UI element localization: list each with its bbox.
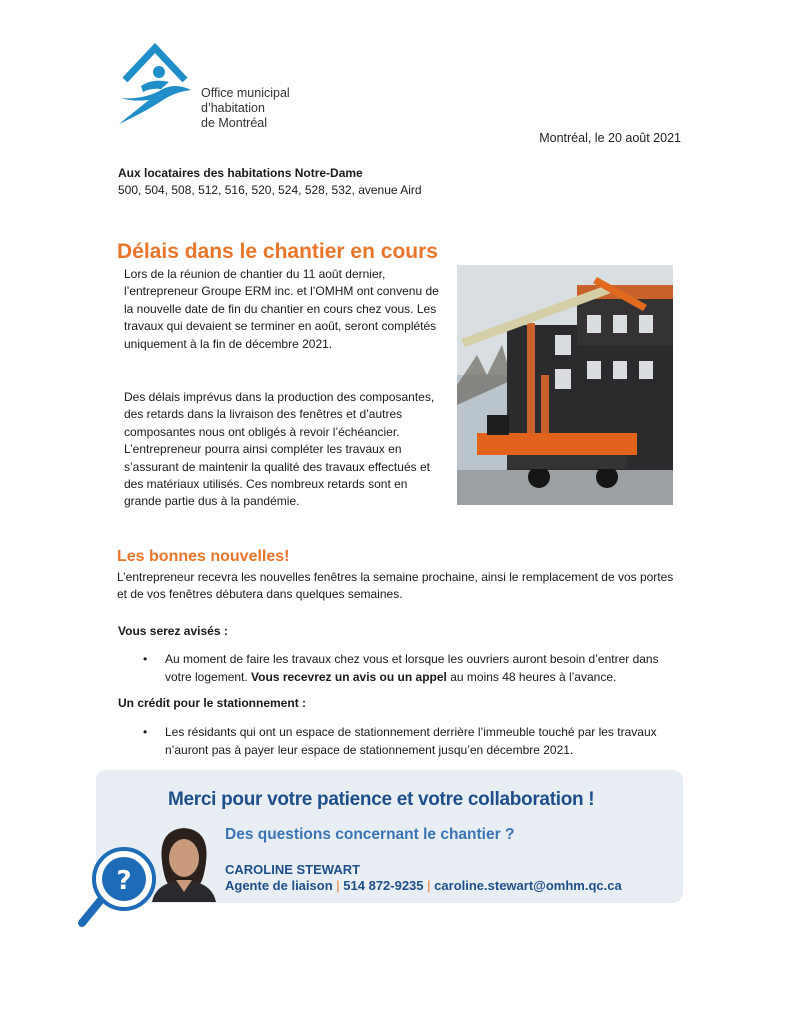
contact-avatar: [148, 822, 220, 902]
bullet-text-bold: Vous recevrez un avis ou un appel: [251, 670, 447, 684]
subheading-notified: Vous serez avisés :: [118, 624, 228, 638]
question-magnifier-icon: [76, 845, 158, 931]
section-heading-delays: Délais dans le chantier en cours: [117, 240, 438, 263]
omhm-logo-icon: [113, 42, 198, 126]
bullet-icon: •: [143, 725, 148, 739]
bullet-text: Les résidants qui ont un espace de stationnement derrière l’immeuble touché par les travaux n’auront pas à payer leur espace de stationnement jusqu’en décembre 2021.: [165, 725, 657, 757]
banner-title: Merci pour votre patience et votre collaboration !: [168, 789, 595, 810]
bullet-text: Au moment de faire les travaux chez vous et lorsque les ouvriers auront besoin d’entrer dans votre logement.: [165, 652, 659, 684]
list-item: [143, 650, 685, 686]
paragraph-new-end-date: Lors de la réunion de chantier du 11 août dernier, l’entrepreneur Groupe ERM inc. et l’OMHM ont convenu de la nouvelle date de fin du chantier en cours chez vous. Les travaux qui devaient se terminer en août, seront complétés uniquement à la fin de décembre 2021.: [124, 267, 439, 351]
contact-role: Agente de liaison: [225, 878, 333, 893]
recipient-address: 500, 504, 508, 512, 516, 520, 524, 528, 532, avenue Aird: [118, 183, 422, 197]
contact-details: [225, 878, 622, 893]
logo-text: Office municipal d’habitation de Montréal: [201, 86, 290, 130]
recipient-title: Aux locataires des habitations Notre-Dame: [118, 166, 363, 180]
separator: |: [336, 878, 340, 893]
contact-name: CAROLINE STEWART: [225, 862, 361, 877]
separator: |: [427, 878, 431, 893]
contact-phone[interactable]: 514 872-9235: [343, 878, 424, 893]
paragraph-delay-reasons: Des délais imprévus dans la production des composantes, des retards dans la livraison des fenêtres et d’autres composantes nous ont obligés à revoir l’échéancier. L’entrepreneur pourra ainsi compléter les travaux en s’assurant de maintenir la qualité des travaux effectués et des matériaux utilisés. Ces nombreux retards sont en grande partie dus à la pandémie.: [124, 390, 435, 509]
construction-site-photo: [457, 265, 673, 505]
bullet-icon: •: [143, 652, 148, 666]
letter-date: Montréal, le 20 août 2021: [539, 131, 681, 145]
question-glyph: ?: [116, 866, 132, 896]
subheading-parking-credit: Un crédit pour le stationnement :: [118, 696, 307, 710]
banner-question: Des questions concernant le chantier ?: [225, 826, 515, 843]
list-item: [143, 723, 685, 759]
paragraph-new-windows: L’entrepreneur recevra les nouvelles fenêtres la semaine prochaine, ainsi le remplacement de vos portes et de vos fenêtres débutera dans quelques semaines.: [117, 570, 674, 602]
section-heading-good-news: Les bonnes nouvelles!: [117, 548, 290, 565]
bullet-text-end: au moins 48 heures à l’avance.: [446, 670, 617, 684]
contact-email-link[interactable]: caroline.stewart@omhm.qc.ca: [434, 878, 622, 893]
